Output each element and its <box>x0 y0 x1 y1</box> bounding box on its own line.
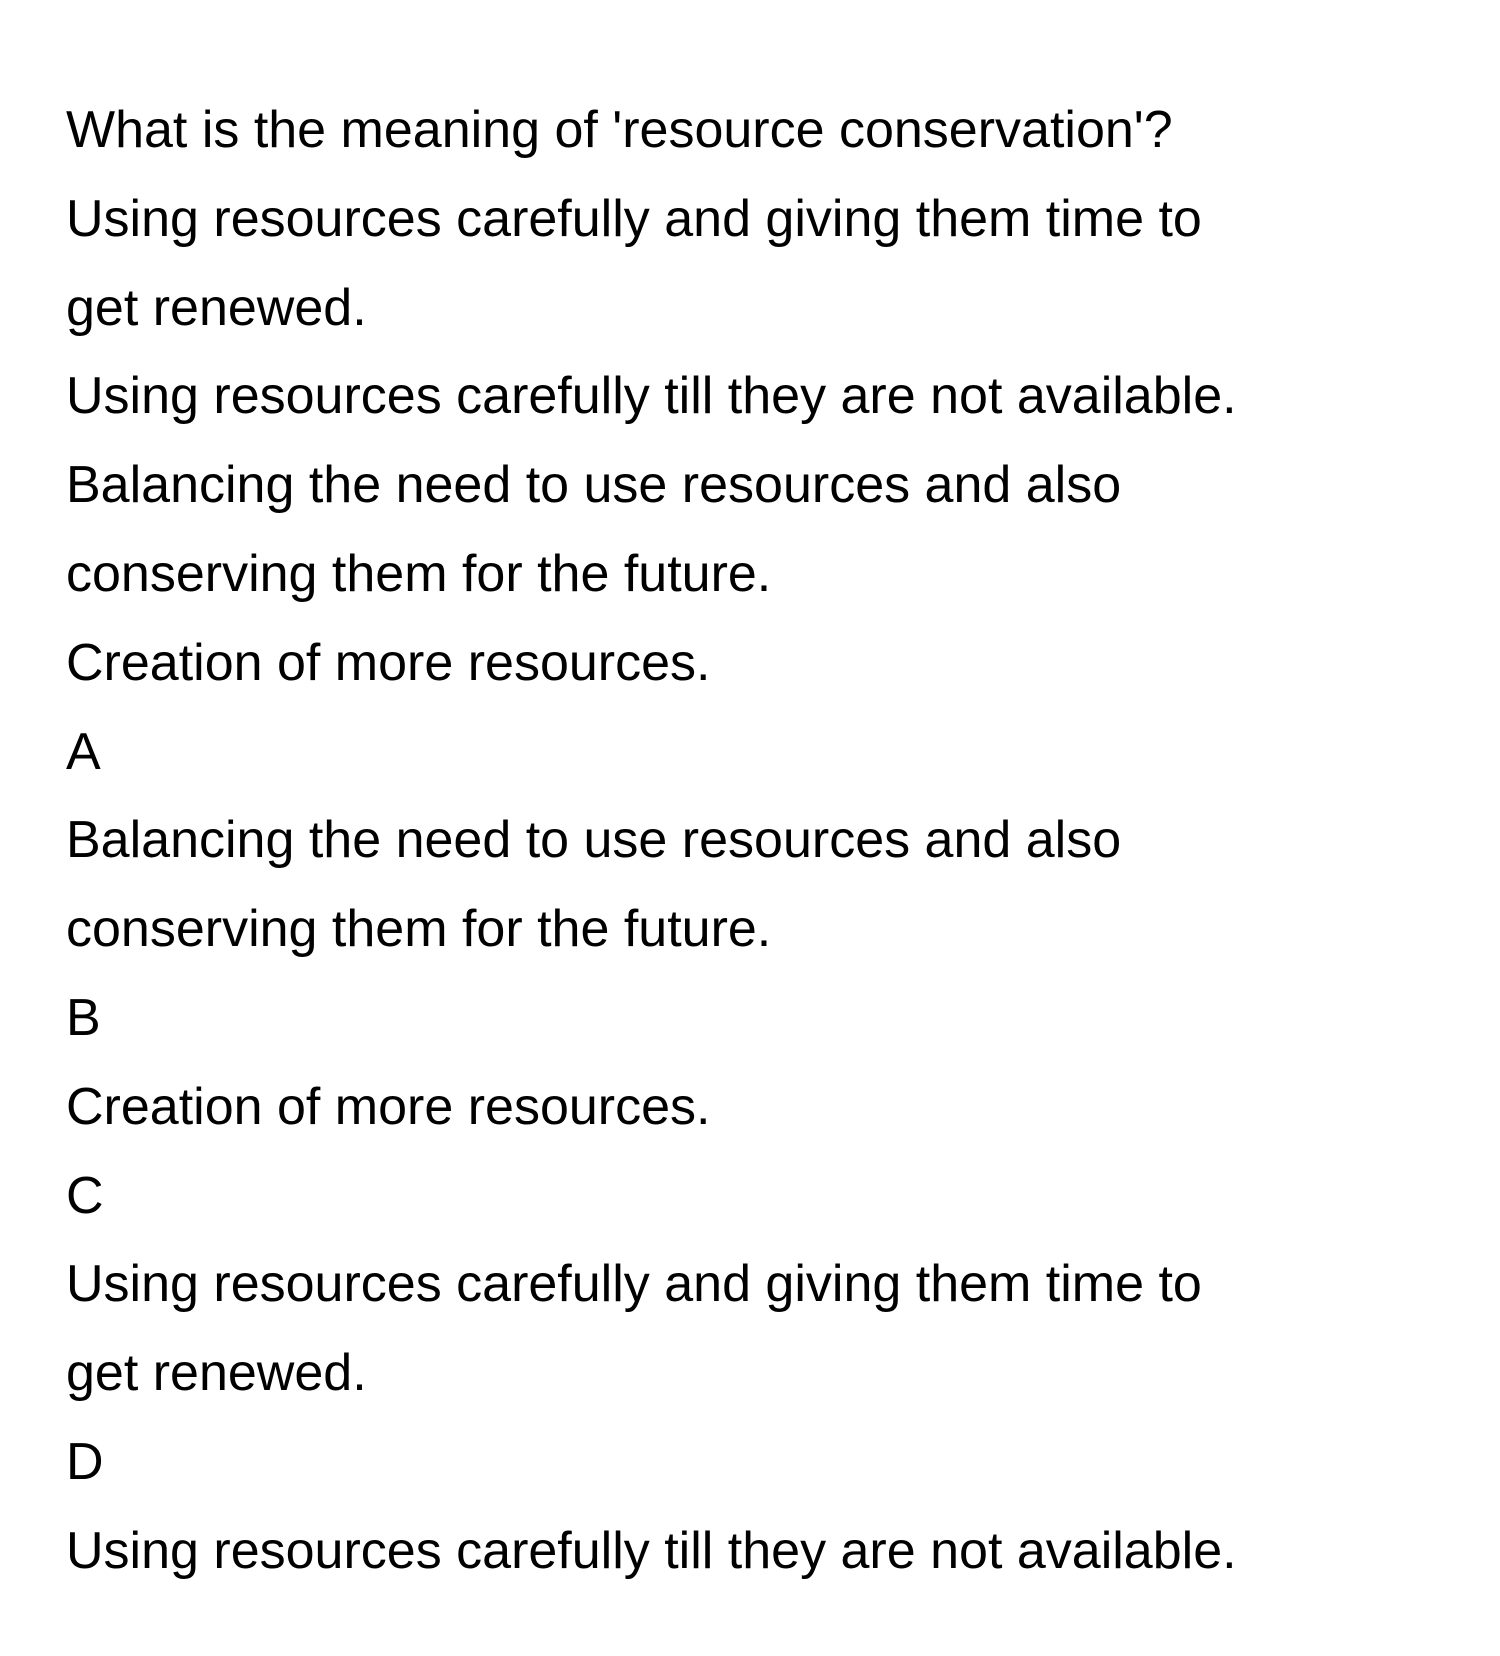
option-a-letter: A <box>66 722 101 781</box>
question-text: What is the meaning of 'resource conservation'? <box>66 101 1173 159</box>
choice-1-line-1: Using resources carefully and giving them time to <box>66 189 1202 248</box>
option-a-line-1: Balancing the need to use resources and also <box>66 811 1122 870</box>
choice-1-line-2: get renewed. <box>66 278 367 337</box>
choice-2-text: Using resources carefully till they are not available. <box>66 367 1237 426</box>
option-c-line-1: Using resources carefully and giving them time to <box>66 1255 1202 1314</box>
option-a-line-2: conserving them for the future. <box>66 900 772 959</box>
option-c-letter: C <box>66 1166 104 1225</box>
choice-3-line-2: conserving them for the future. <box>66 544 772 603</box>
option-b-text: Creation of more resources. <box>66 1077 711 1136</box>
option-b-letter: B <box>66 988 101 1047</box>
option-d-letter: D <box>66 1432 104 1491</box>
question-document <box>66 86 1446 1596</box>
option-d-text: Using resources carefully till they are not available. <box>66 1521 1237 1580</box>
choice-4-text: Creation of more resources. <box>66 633 711 692</box>
choice-3-line-1: Balancing the need to use resources and also <box>66 456 1122 515</box>
option-c-line-2: get renewed. <box>66 1344 367 1403</box>
